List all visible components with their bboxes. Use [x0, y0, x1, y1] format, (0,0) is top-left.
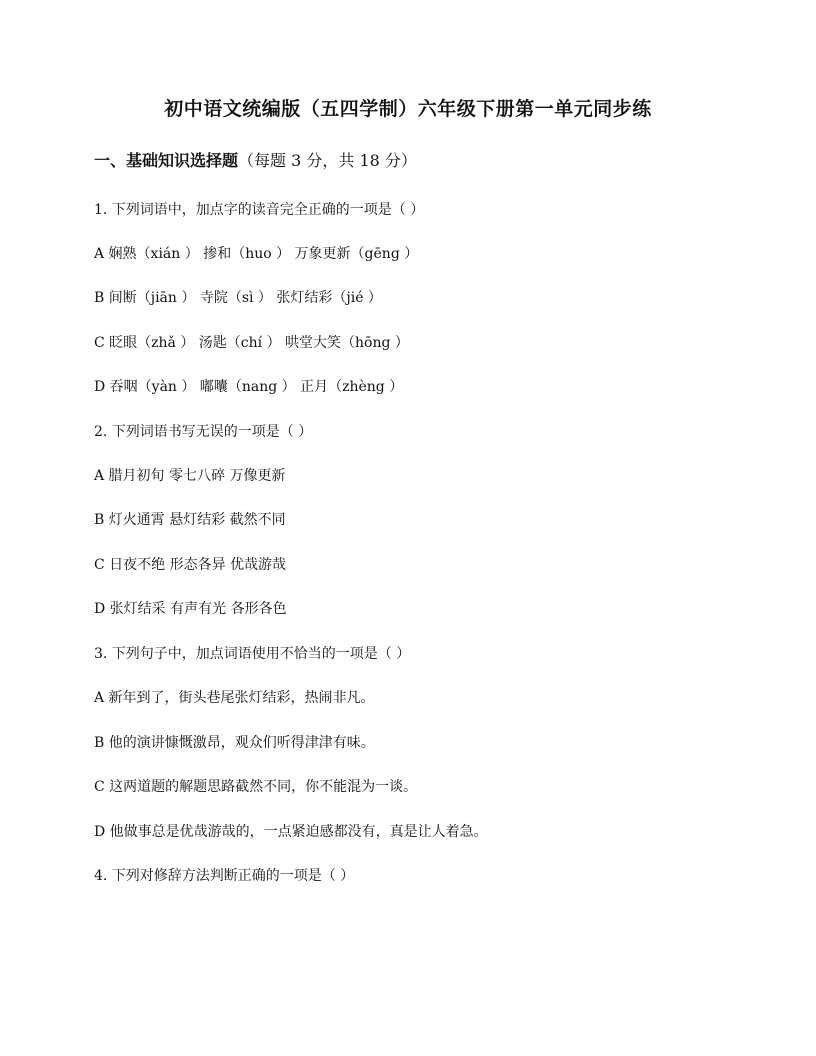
question-1-option-c: C 眨眼（zhǎ ） 汤匙（chí ） 哄堂大笑（hōng ） [94, 335, 409, 351]
question-3-option-b: B 他的演讲慷慨激昂，观众们听得津津有味。 [94, 735, 375, 751]
question-2-option-b: B 灯火通霄 悬灯结彩 截然不同 [94, 512, 286, 528]
question-1-stem: 1. 下列词语中，加点字的读音完全正确的一项是（ ） [94, 202, 425, 218]
question-2-option-a: A 腊月初旬 零七八碎 万像更新 [94, 468, 286, 484]
section-heading [94, 150, 417, 172]
question-3-stem: 3. 下列句子中，加点词语使用不恰当的一项是（ ） [94, 646, 411, 662]
question-1-option-b: B 间断（jiān ） 寺院（sì ） 张灯结彩（jié ） [94, 290, 382, 306]
question-1-option-a: A 娴熟（xián ） 掺和（huo ） 万象更新（gēng ） [94, 246, 419, 262]
question-3-option-d: D 他做事总是优哉游哉的，一点紧迫感都没有，真是让人着急。 [94, 824, 488, 840]
section-score-note: （每题 3 分，共 18 分） [238, 151, 417, 170]
question-3-option-a: A 新年到了，街头巷尾张灯结彩，热闹非凡。 [94, 690, 375, 706]
question-2-stem: 2. 下列词语书写无误的一项是（ ） [94, 424, 313, 440]
question-4-stem: 4. 下列对修辞方法判断正确的一项是（ ） [94, 868, 355, 884]
question-2-option-c: C 日夜不绝 形态各异 优哉游哉 [94, 557, 287, 573]
document-title: 初中语文统编版（五四学制）六年级下册第一单元同步练 [164, 98, 652, 120]
question-3-option-c: C 这两道题的解题思路截然不同，你不能混为一谈。 [94, 779, 418, 795]
section-heading-text: 一、基础知识选择题 [94, 151, 239, 170]
question-2-option-d: D 张灯结采 有声有光 各形各色 [94, 601, 287, 617]
question-1-option-d: D 吞咽（yàn ） 嘟囔（nang ） 正月（zhèng ） [94, 379, 404, 395]
